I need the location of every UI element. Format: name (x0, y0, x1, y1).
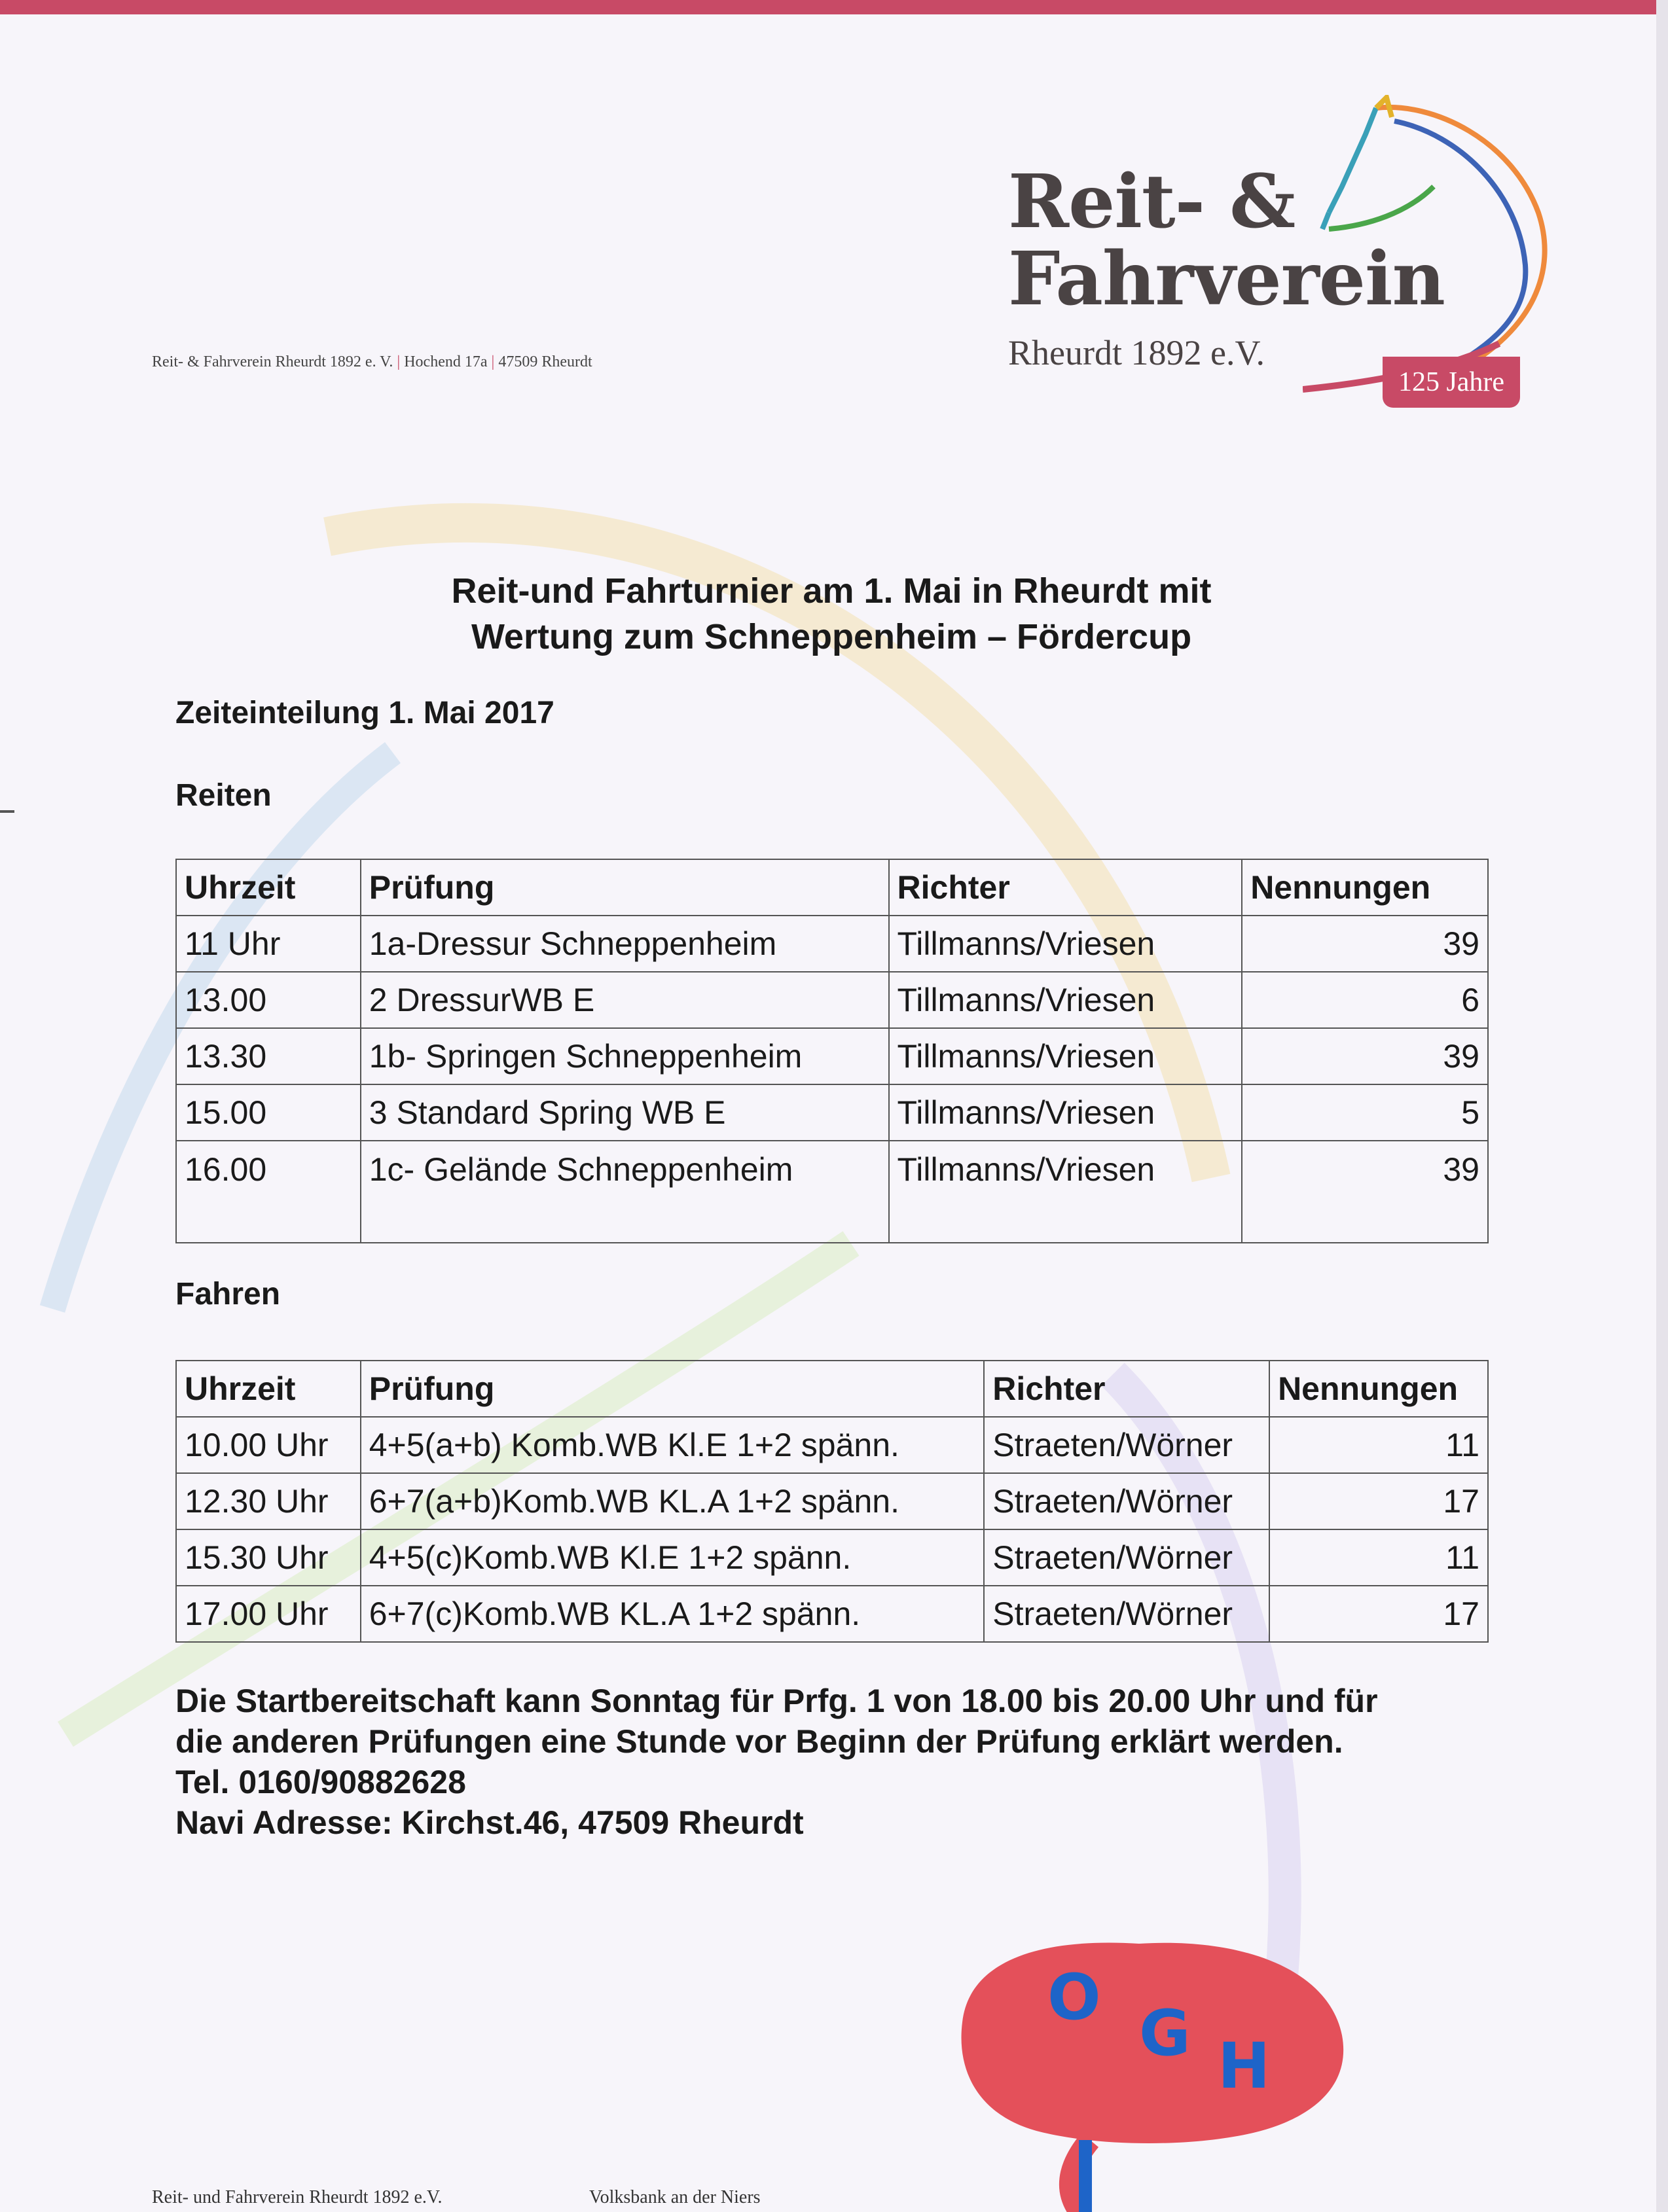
judges-cell: Straeten/Wörner (984, 1586, 1269, 1642)
event-cell: 1b- Springen Schneppenheim (361, 1028, 889, 1084)
column-header: Prüfung (361, 859, 889, 916)
table-row (176, 1084, 1488, 1141)
event-cell: 1c- Gelände Schneppenheim (361, 1141, 889, 1243)
entries-cell: 11 (1269, 1417, 1488, 1473)
event-cell: 2 DressurWB E (361, 972, 889, 1028)
table-row (176, 1529, 1488, 1586)
judges-cell: Straeten/Wörner (984, 1473, 1269, 1529)
time-cell: 11 Uhr (176, 916, 361, 972)
logo-line-1: Reit- & (1008, 159, 1296, 245)
column-header: Richter (889, 859, 1242, 916)
column-header: Nennungen (1269, 1361, 1488, 1417)
column-header: Richter (984, 1361, 1269, 1417)
judges-cell: Straeten/Wörner (984, 1529, 1269, 1586)
section-heading-reiten: Reiten (175, 778, 272, 813)
entries-cell: 39 (1242, 1028, 1488, 1084)
judges-cell: Tillmanns/Vriesen (889, 972, 1242, 1028)
table-header-row (176, 859, 1488, 916)
time-cell: 10.00 Uhr (176, 1417, 361, 1473)
time-cell: 13.30 (176, 1028, 361, 1084)
column-header: Uhrzeit (176, 859, 361, 916)
time-cell: 13.00 (176, 972, 361, 1028)
entries-cell: 6 (1242, 972, 1488, 1028)
entries-cell: 5 (1242, 1084, 1488, 1141)
table-reiten (175, 859, 1489, 1243)
time-cell: 15.30 Uhr (176, 1529, 361, 1586)
sponsor-logo-bar (1079, 2140, 1092, 2212)
sponsor-letter-o: O (1047, 1961, 1101, 2034)
anniversary-badge: 125 Jahre (1383, 357, 1520, 408)
judges-cell: Tillmanns/Vriesen (889, 1084, 1242, 1141)
event-cell: 4+5(a+b) Komb.WB Kl.E 1+2 spänn. (361, 1417, 984, 1473)
event-cell: 1a-Dressur Schneppenheim (361, 916, 889, 972)
table-row (176, 1141, 1488, 1243)
time-cell: 15.00 (176, 1084, 361, 1141)
notes-line-1: Die Startbereitschaft kann Sonntag für Prfg. 1 von 18.00 bis 20.00 Uhr und für (175, 1683, 1378, 1719)
table-row (176, 972, 1488, 1028)
table-fahren (175, 1360, 1489, 1643)
event-cell: 4+5(c)Komb.WB Kl.E 1+2 spänn. (361, 1529, 984, 1586)
table-row (176, 1586, 1488, 1642)
judges-cell: Straeten/Wörner (984, 1417, 1269, 1473)
judges-cell: Tillmanns/Vriesen (889, 1141, 1242, 1243)
schedule-heading: Zeiteinteilung 1. Mai 2017 (175, 696, 554, 730)
navi-address: Navi Adresse: Kirchst.46, 47509 Rheurdt (175, 1804, 804, 1841)
table-row (176, 1473, 1488, 1529)
time-cell: 12.30 Uhr (176, 1473, 361, 1529)
column-header: Prüfung (361, 1361, 984, 1417)
logo-line-3: Rheurdt 1892 e.V. (1008, 333, 1265, 372)
title-line-2: Wertung zum Schneppenheim – Fördercup (471, 617, 1192, 656)
sponsor-letter-g: G (1139, 1997, 1191, 2070)
table-row (176, 1028, 1488, 1084)
table-row (176, 1417, 1488, 1473)
judges-cell: Tillmanns/Vriesen (889, 1028, 1242, 1084)
table-row (176, 916, 1488, 972)
event-cell: 6+7(c)Komb.WB KL.A 1+2 spänn. (361, 1586, 984, 1642)
sender-name: Reit- & Fahrverein Rheurdt 1892 e. V. (152, 353, 393, 370)
sender-city: 47509 Rheurdt (498, 353, 592, 370)
judges-cell: Tillmanns/Vriesen (889, 916, 1242, 972)
sender-address: Reit- & Fahrverein Rheurdt 1892 e. V. | Hochend 17a | 47509 Rheurdt (152, 353, 592, 370)
entries-cell: 39 (1242, 916, 1488, 972)
column-header: Uhrzeit (176, 1361, 361, 1417)
phone-number: Tel. 0160/90882628 (175, 1764, 466, 1800)
title-line-1: Reit-und Fahrturnier am 1. Mai in Rheurdt mit (451, 571, 1212, 611)
entries-cell: 11 (1269, 1529, 1488, 1586)
footer-club-name: Reit- und Fahrverein Rheurdt 1892 e.V. (152, 2187, 443, 2207)
time-cell: 16.00 (176, 1141, 361, 1243)
entries-cell: 17 (1269, 1586, 1488, 1642)
footer-bank-name: Volksbank an der Niers (589, 2187, 761, 2207)
table-header-row (176, 1361, 1488, 1417)
section-heading-fahren: Fahren (175, 1277, 281, 1311)
time-cell: 17.00 Uhr (176, 1586, 361, 1642)
entries-cell: 17 (1269, 1473, 1488, 1529)
event-cell: 6+7(a+b)Komb.WB KL.A 1+2 spänn. (361, 1473, 984, 1529)
registration-notes (175, 1681, 1550, 1843)
logo-line-2: Fahrverein (1008, 236, 1445, 322)
horse-head-icon (1303, 95, 1578, 396)
sponsor-logo (943, 1924, 1362, 2212)
sponsor-letter-h: H (1218, 2029, 1271, 2103)
page-title (236, 568, 1427, 660)
entries-cell: 39 (1242, 1141, 1488, 1243)
column-header: Nennungen (1242, 859, 1488, 916)
sender-street: Hochend 17a (404, 353, 488, 370)
event-cell: 3 Standard Spring WB E (361, 1084, 889, 1141)
notes-line-2: die anderen Prüfungen eine Stunde vor Beginn der Prüfung erklärt werden. (175, 1723, 1343, 1760)
